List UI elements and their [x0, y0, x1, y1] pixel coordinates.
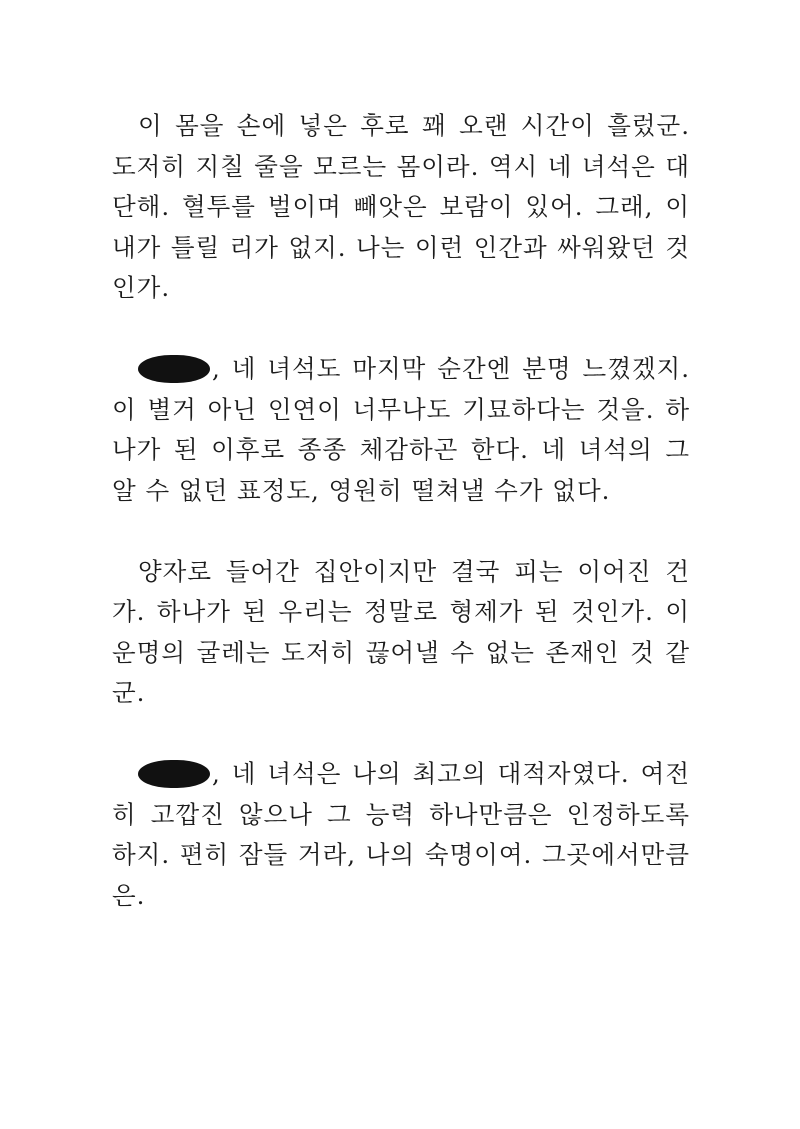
paragraph-1 [112, 106, 690, 309]
paragraph-2 [112, 349, 690, 511]
paragraph-4-text: , 네 녀석은 나의 최고의 대적자였다. 여전히 고깝진 않으나 그 능력 하나만큼은 인정하도록 하지. 편히 잠들 거라, 나의 숙명이여. 그곳에서만큼은. [112, 759, 690, 910]
redacted-name-mark [138, 355, 210, 383]
paragraph-4 [112, 754, 690, 916]
paragraph-2-text: , 네 녀석도 마지막 순간엔 분명 느꼈겠지. 이 별거 아닌 인연이 너무나도 기묘하다는 것을. 하나가 된 이후로 종종 체감하곤 한다. 네 녀석의 그 알 수 없던 표정도, 영원히 떨쳐낼 수가 없다. [112, 354, 690, 505]
document-page [112, 106, 690, 957]
paragraph-3-text: 양자로 들어간 집안이지만 결국 피는 이어진 건가. 하나가 된 우리는 정말로 형제가 된 것인가. 이 운명의 굴레는 도저히 끊어낼 수 없는 존재인 것 같군. [112, 556, 690, 707]
paragraph-3 [112, 552, 690, 714]
redacted-name-mark [138, 760, 210, 788]
paragraph-1-text: 이 몸을 손에 넣은 후로 꽤 오랜 시간이 흘렀군. 도저히 지칠 줄을 모르는 몸이라. 역시 네 녀석은 대단해. 혈투를 벌이며 빼앗은 보람이 있어. 그래, 이 내가 틀릴 리가 없지. 나는 이런 인간과 싸워왔던 것인가. [112, 111, 690, 302]
